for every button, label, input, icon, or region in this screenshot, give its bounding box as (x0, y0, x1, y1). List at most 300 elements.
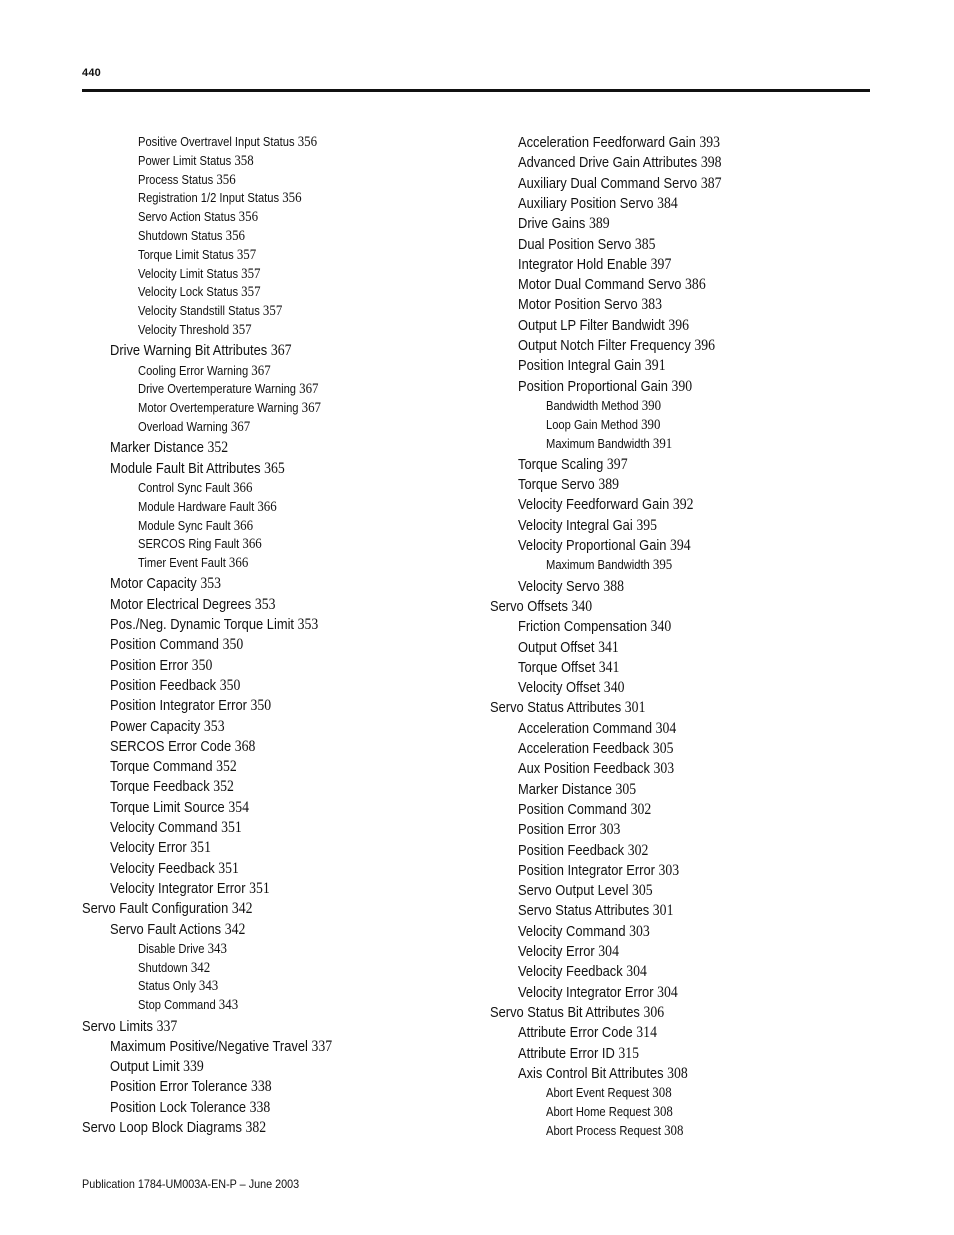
index-term: Power Limit Status (138, 152, 232, 168)
index-page-ref: 353 (203, 717, 225, 735)
index-entry (518, 477, 619, 493)
index-entry (110, 576, 221, 592)
index-term: Loop Gain Method (546, 416, 638, 432)
index-page-ref: 303 (653, 760, 675, 778)
index-entry (138, 304, 282, 319)
index-page-ref: 304 (655, 719, 677, 737)
index-page-ref: 391 (644, 357, 666, 375)
index-term: Bandwidth Method (546, 397, 639, 413)
index-term: Disable Drive (138, 940, 205, 956)
index-term: Motor Electrical Degrees (110, 595, 252, 613)
index-term: Process Status (138, 171, 214, 187)
index-page-ref: 357 (236, 246, 257, 263)
index-entry (546, 1105, 673, 1120)
index-page-ref: 304 (657, 983, 678, 1001)
index-term: Motor Position Servo (518, 296, 638, 314)
index-term: Position Lock Tolerance (110, 1098, 247, 1116)
index-entry (518, 379, 692, 395)
index-term: Motor Dual Command Servo (518, 276, 682, 294)
index-page-ref: 367 (270, 342, 292, 360)
index-term: Velocity Integral Gai (518, 516, 633, 534)
index-term: Drive Overtemperature Warning (138, 381, 297, 397)
index-page-ref: 305 (652, 740, 674, 757)
index-entry (138, 500, 277, 515)
index-page-ref: 350 (191, 656, 213, 674)
index-term: Abort Home Request (546, 1103, 651, 1119)
index-entry (138, 135, 317, 150)
index-entry (82, 901, 253, 917)
index-page-ref: 304 (626, 963, 647, 981)
index-entry (490, 700, 645, 716)
index-entry (546, 437, 672, 452)
index-term: Output LP Filter Bandwidt (518, 316, 665, 334)
index-page-ref: 305 (632, 882, 653, 900)
index-entry (82, 1120, 266, 1136)
index-page-ref: 385 (634, 235, 656, 253)
index-entry (138, 401, 321, 416)
index-page-ref: 308 (667, 1064, 688, 1082)
header-rule (82, 89, 870, 92)
index-entry (138, 537, 262, 552)
index-page-ref: 389 (598, 476, 619, 494)
index-entry (518, 257, 671, 273)
index-entry (138, 382, 318, 397)
index-page-ref: 366 (228, 555, 249, 572)
index-term: Stop Command (138, 997, 216, 1013)
index-term: Acceleration Command (518, 719, 653, 737)
index-entry (518, 277, 706, 293)
index-page-ref: 303 (658, 861, 680, 879)
index-term: Attribute Error Code (518, 1024, 633, 1042)
index-entry (518, 196, 678, 212)
index-term: Position Integrator Error (518, 861, 655, 879)
index-term: Torque Limit Status (138, 246, 234, 262)
index-entry (518, 822, 620, 838)
index-page-ref: 343 (198, 978, 219, 995)
index-entry (110, 820, 242, 836)
index-page-ref: 352 (207, 439, 229, 457)
index-page-ref: 357 (232, 322, 252, 338)
index-term: Maximum Positive/Negative Travel (110, 1037, 308, 1055)
index-entry (518, 497, 694, 513)
index-entry (518, 782, 636, 798)
index-term: Velocity Integrator Error (110, 879, 246, 897)
index-entry (518, 640, 619, 656)
index-term: Output Notch Filter Frequency (518, 337, 691, 354)
index-term: Cooling Error Warning (138, 362, 249, 378)
index-entry (138, 210, 258, 225)
index-page-ref: 390 (641, 397, 662, 414)
index-page-ref: 351 (218, 859, 239, 877)
index-page-ref: 356 (297, 134, 318, 150)
index-entry (138, 154, 254, 169)
index-entry (138, 173, 236, 188)
index-term: Attribute Error ID (518, 1044, 615, 1062)
index-entry (546, 1086, 672, 1101)
index-page-ref: 315 (618, 1044, 640, 1062)
index-page-ref: 354 (228, 798, 249, 816)
index-entry (138, 229, 245, 244)
index-entry (518, 155, 721, 171)
index-entry (518, 135, 720, 151)
index-page-ref: 365 (264, 459, 285, 477)
index-term: Position Integral Gain (518, 357, 642, 375)
index-term: Abort Event Request (546, 1085, 650, 1101)
index-page-ref: 350 (250, 697, 272, 715)
index-entry (138, 267, 261, 282)
index-page-ref: 366 (257, 498, 277, 515)
index-term: Velocity Limit Status (138, 265, 239, 281)
index-entry (518, 985, 678, 1001)
index-term: Drive Warning Bit Attributes (110, 342, 268, 360)
index-page-ref: 302 (630, 800, 652, 818)
index-term: Servo Status Attributes (490, 699, 622, 717)
index-entry (110, 861, 239, 877)
index-term: Velocity Threshold (138, 322, 230, 337)
index-entry (490, 599, 592, 615)
index-page-ref: 389 (588, 215, 610, 233)
index-entry (518, 1025, 657, 1041)
index-entry (518, 176, 721, 192)
index-entry (138, 191, 302, 206)
index-page-ref: 366 (242, 536, 262, 553)
index-entry (518, 1046, 639, 1062)
index-term: Servo Status Bit Attributes (490, 1003, 640, 1021)
index-term: Axis Control Bit Attributes (518, 1064, 664, 1082)
index-term: Output Offset (518, 638, 595, 656)
index-entry (110, 678, 240, 694)
index-entry (110, 881, 270, 897)
index-page-ref: 391 (652, 435, 673, 452)
index-entry (518, 964, 647, 980)
index-term: Maximum Bandwidth (546, 557, 650, 573)
index-page-ref: 366 (233, 479, 253, 496)
index-term: Servo Fault Actions (110, 920, 222, 938)
index-term: Servo Offsets (490, 597, 568, 615)
index-term: Torque Offset (518, 658, 596, 676)
index-page-ref: 384 (657, 194, 678, 212)
index-entry (518, 216, 610, 232)
index-term: Pos./Neg. Dynamic Torque Limit (110, 616, 295, 633)
index-page-ref: 356 (216, 171, 236, 188)
index-term: Acceleration Feedback (518, 740, 650, 757)
index-term: Dual Position Servo (518, 235, 632, 253)
index-term: Servo Output Level (518, 882, 629, 900)
index-term: Position Command (110, 636, 219, 654)
index-page-ref: 387 (700, 174, 722, 192)
index-term: Position Integrator Error (110, 697, 247, 715)
index-page-ref: 395 (652, 557, 673, 574)
index-term: Velocity Error (110, 839, 187, 857)
index-entry (518, 761, 674, 777)
index-page-ref: 394 (670, 537, 691, 554)
index-page-ref: 357 (262, 303, 283, 320)
index-term: Torque Servo (518, 476, 595, 494)
index-term: Motor Capacity (110, 575, 197, 593)
index-page-ref: 367 (299, 381, 319, 398)
index-entry (110, 800, 249, 816)
index-page-ref: 386 (685, 276, 706, 294)
index-entry (518, 297, 662, 313)
index-entry (138, 942, 227, 957)
index-page-ref: 367 (230, 419, 251, 435)
index-entry (518, 843, 648, 859)
index-page-ref: 339 (183, 1058, 204, 1076)
index-term: Velocity Feedforward Gain (518, 496, 670, 514)
index-entry (138, 420, 250, 435)
index-entry (518, 518, 657, 534)
index-entry (110, 739, 255, 755)
index-page-ref: 343 (218, 997, 239, 1014)
index-page-ref: 302 (627, 841, 649, 859)
index-term: Maximum Bandwidth (546, 435, 650, 451)
index-page-ref: 383 (641, 296, 662, 314)
index-entry (138, 979, 218, 994)
index-entry (110, 1100, 270, 1116)
index-term: Power Capacity (110, 717, 201, 735)
index-entry (110, 779, 234, 795)
index-term: Position Error Tolerance (110, 1078, 248, 1096)
index-entry (518, 883, 653, 899)
index-term: Velocity Proportional Gain (518, 537, 667, 554)
index-page-ref: 353 (297, 616, 319, 633)
index-term: Torque Command (110, 758, 213, 776)
index-page-ref: 337 (156, 1017, 178, 1035)
index-page-ref: 301 (652, 902, 674, 920)
index-page-ref: 341 (598, 658, 620, 676)
index-page-ref: 367 (301, 400, 321, 417)
index-entry (546, 399, 661, 414)
index-entry (518, 721, 676, 737)
index-term: Servo Loop Block Diagrams (82, 1119, 242, 1136)
index-entry (82, 1019, 177, 1035)
index-page-ref: 356 (225, 228, 246, 244)
index-entry (518, 338, 715, 354)
index-page-ref: 353 (254, 595, 276, 613)
index-entry (110, 1079, 272, 1095)
index-entry (546, 558, 672, 573)
index-entry (518, 457, 628, 473)
index-entry (110, 461, 285, 477)
index-page-ref: 337 (311, 1037, 333, 1055)
index-term: Positive Overtravel Input Status (138, 134, 295, 149)
index-page-ref: 308 (653, 1103, 673, 1120)
index-entry (110, 840, 211, 856)
index-entry (518, 802, 651, 818)
index-entry (138, 323, 252, 338)
index-term: Module Fault Bit Attributes (110, 459, 261, 477)
index-entry (490, 1005, 664, 1021)
index-page-ref: 352 (216, 758, 237, 776)
index-page-ref: 356 (238, 209, 259, 226)
index-page-ref: 352 (213, 778, 234, 796)
index-page-ref: 350 (219, 676, 241, 694)
index-term: Velocity Integrator Error (518, 983, 654, 1001)
index-entry (518, 680, 624, 696)
index-entry (138, 285, 261, 300)
index-page-ref: 390 (641, 416, 661, 433)
index-entry (138, 481, 252, 496)
index-page-ref: 393 (699, 134, 721, 151)
index-page-ref: 343 (207, 940, 227, 957)
page-number: 440 (82, 67, 101, 79)
index-term: Timer Event Fault (138, 555, 226, 571)
index-entry (110, 922, 245, 938)
index-entry (110, 719, 225, 735)
index-page-ref: 388 (603, 577, 624, 595)
index-page-ref: 306 (643, 1003, 665, 1021)
index-page-ref: 340 (650, 618, 672, 636)
index-entry (518, 660, 619, 676)
index-term: Position Error (518, 821, 597, 839)
index-term: Auxiliary Dual Command Servo (518, 174, 698, 192)
index-entry (518, 903, 673, 919)
index-page-ref: 341 (598, 638, 619, 656)
index-entry (518, 1066, 688, 1082)
index-page-ref: 357 (241, 284, 261, 301)
index-page-ref: 342 (224, 920, 246, 938)
index-term: Torque Feedback (110, 778, 210, 796)
index-entry (518, 318, 689, 334)
index-entry (110, 1039, 332, 1055)
index-term: Velocity Servo (518, 577, 600, 595)
index-term: Module Sync Fault (138, 517, 231, 533)
index-entry (518, 944, 619, 960)
index-term: Shutdown Status (138, 228, 223, 243)
index-term: Velocity Offset (518, 679, 601, 697)
index-entry (546, 1124, 683, 1139)
index-page-ref: 382 (245, 1119, 267, 1136)
index-entry (110, 617, 318, 633)
index-term: Motor Overtemperature Warning (138, 400, 299, 416)
index-page-ref: 395 (636, 516, 657, 534)
index-term: Torque Scaling (518, 455, 604, 473)
index-page-ref: 396 (694, 337, 716, 354)
index-entry (138, 364, 271, 379)
index-entry (518, 924, 650, 940)
index-term: Position Error (110, 656, 189, 674)
index-page-ref: 340 (571, 597, 593, 615)
index-term: Aux Position Feedback (518, 760, 650, 778)
index-term: Control Sync Fault (138, 479, 230, 495)
index-entry (518, 579, 624, 595)
index-entry (518, 619, 671, 635)
index-page-ref: 308 (652, 1085, 672, 1102)
index-term: Servo Fault Configuration (82, 900, 229, 918)
index-term: SERCOS Ring Fault (138, 536, 240, 552)
index-page-ref: 351 (221, 819, 242, 836)
index-entry (518, 538, 691, 554)
index-term: Position Feedback (518, 841, 625, 859)
index-term: Servo Action Status (138, 209, 236, 225)
index-entry (110, 759, 237, 775)
index-term: Velocity Feedback (110, 859, 215, 877)
index-term: Marker Distance (518, 780, 612, 798)
index-entry (110, 343, 291, 359)
index-page-ref: 350 (222, 636, 244, 654)
index-term: Velocity Error (518, 943, 595, 960)
index-page-ref: 314 (636, 1024, 657, 1042)
index-term: Velocity Feedback (518, 963, 623, 981)
index-page-ref: 398 (700, 154, 722, 172)
index-term: Abort Process Request (546, 1122, 661, 1138)
index-term: Velocity Command (518, 922, 626, 940)
index-page-ref: 308 (664, 1122, 684, 1139)
index-page-ref: 305 (615, 780, 637, 798)
index-entry (110, 1059, 204, 1075)
index-term: Acceleration Feedforward Gain (518, 134, 696, 151)
index-entry (138, 961, 210, 976)
index-entry (110, 440, 228, 456)
index-page-ref: 342 (231, 900, 253, 918)
index-page-ref: 304 (598, 943, 619, 960)
index-entry (110, 637, 243, 653)
index-entry (518, 358, 666, 374)
index-page-ref: 397 (606, 455, 628, 473)
index-page-ref: 340 (603, 679, 625, 697)
index-term: Drive Gains (518, 215, 586, 233)
index-term: SERCOS Error Code (110, 737, 232, 755)
index-term: Marker Distance (110, 439, 204, 457)
index-entry (138, 556, 248, 571)
index-term: Position Command (518, 800, 627, 818)
index-page-ref: 368 (234, 737, 256, 755)
index-term: Status Only (138, 978, 196, 994)
index-term: Shutdown (138, 959, 188, 975)
index-page-ref: 303 (599, 821, 621, 839)
index-term: Velocity Standstill Status (138, 303, 260, 319)
index-page-ref: 367 (251, 362, 271, 379)
index-page-ref: 303 (629, 922, 650, 940)
index-term: Velocity Lock Status (138, 284, 239, 300)
index-entry (518, 863, 679, 879)
index-entry (138, 248, 256, 263)
index-page-ref: 358 (234, 152, 254, 169)
index-page-ref: 397 (650, 255, 672, 273)
index-entry (518, 237, 656, 253)
index-term: Overload Warning (138, 419, 228, 434)
index-page-ref: 338 (251, 1078, 272, 1096)
index-entry (138, 998, 238, 1013)
index-term: Module Hardware Fault (138, 498, 255, 514)
index-term: Velocity Command (110, 819, 218, 836)
index-entry (518, 741, 673, 757)
index-page-ref: 392 (672, 496, 694, 514)
index-term: Integrator Hold Enable (518, 255, 648, 273)
index-term: Registration 1/2 Input Status (138, 190, 280, 206)
index-page-ref: 338 (249, 1098, 271, 1116)
index-page-ref: 351 (249, 879, 270, 897)
index-term: Advanced Drive Gain Attributes (518, 154, 698, 172)
index-page-ref: 356 (282, 190, 302, 207)
index-page-ref: 357 (241, 265, 261, 282)
index-term: Servo Status Attributes (518, 902, 650, 920)
index-page-ref: 366 (233, 517, 254, 534)
index-page-ref: 351 (190, 839, 211, 857)
index-term: Torque Limit Source (110, 798, 225, 816)
index-term: Friction Compensation (518, 618, 648, 636)
index-term: Servo Limits (82, 1017, 153, 1035)
index-term: Auxiliary Position Servo (518, 194, 654, 212)
index-page-ref: 301 (624, 699, 646, 717)
index-entry (110, 658, 212, 674)
index-term: Output Limit (110, 1058, 180, 1076)
index-entry (138, 519, 253, 534)
index-entry (546, 418, 660, 433)
index-term: Position Feedback (110, 676, 217, 694)
index-entry (110, 698, 271, 714)
index-page-ref: 342 (190, 959, 211, 976)
